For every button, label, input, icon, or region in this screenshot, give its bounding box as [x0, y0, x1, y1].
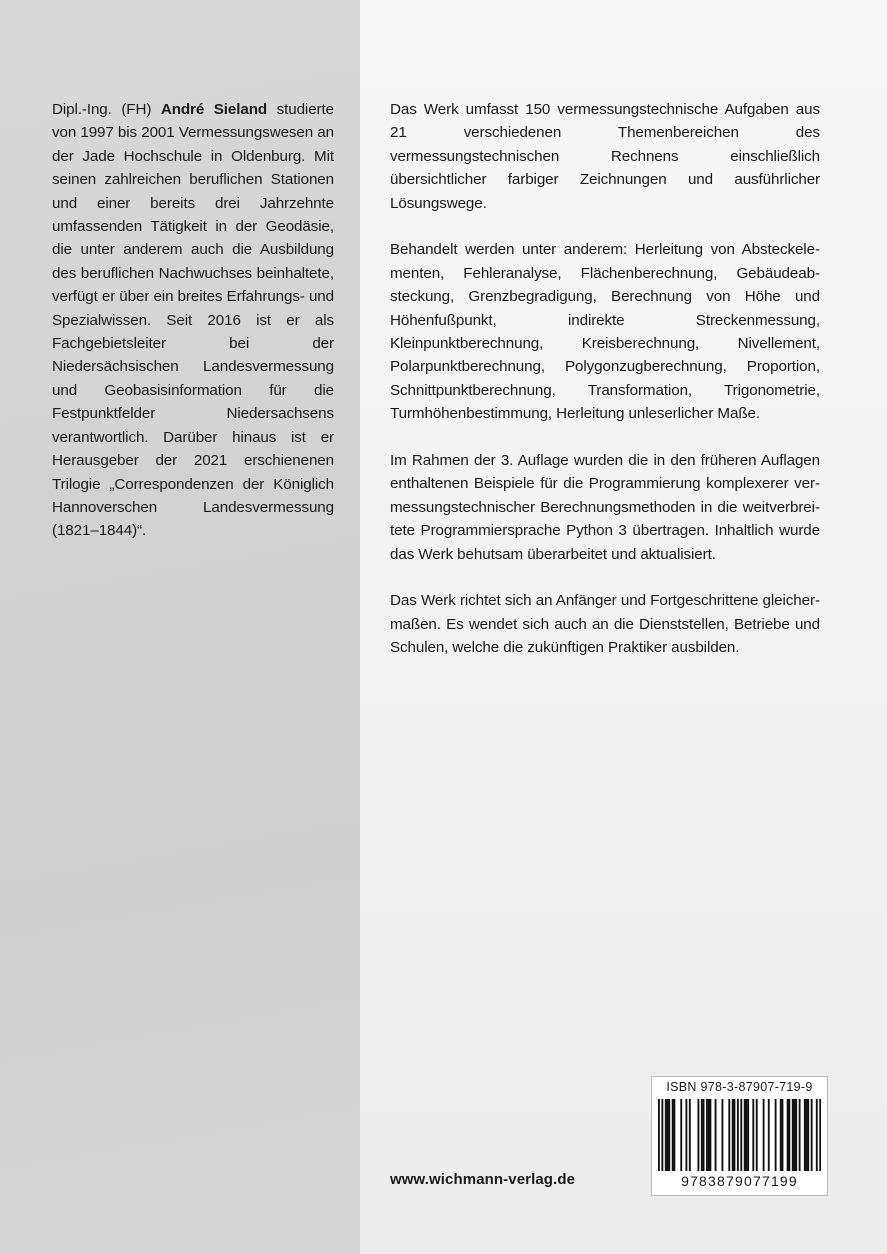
barcode-bar: [668, 1099, 670, 1171]
barcode-bar: [697, 1099, 699, 1171]
barcode-bar: [746, 1099, 748, 1171]
barcode-bar: [658, 1099, 660, 1171]
barcode-bar: [689, 1099, 691, 1171]
barcode-bar: [782, 1099, 784, 1171]
author-bio: [52, 98, 334, 543]
barcode-bar: [706, 1099, 708, 1171]
bio-text: studierte von 1997 bis 2001 Vermessungswesen an der Jade Hochschule in Oldenburg. Mit seinen zahlreichen beruflichen Stationen und einer bereits drei Jahrzehnte umfassenden Tätigkeit in der Geodäsie, die unter anderem auch die Ausbildung des beruflichen Nachwuchses beinhaltete, verfügt er über ein breites Erfahrungs- und Spezialwissen. Seit 2016 ist er als Fachgebietsleiter bei der Niedersächsischen Landesvermessung und Geobasisinformation für die Festpunktfelder Niedersachsens verantwortlich. Darüber hinaus ist er Herausgeber der 2021 erschienenen Trilogie „Correspondenzen der Königlich Hannoverschen Landesvermessung (1821–1844)“.: [52, 101, 334, 540]
description-paragraph-2: Behandelt werden unter anderem: Herleitung von Absteckelementen, Fehleranalyse, Flächenberechnung, Gebäudeabsteckung, Grenzbegradigung, Berechnung von Höhe und Höhenfußpunkt, indirekte Streckenmessung, Kleinpunktberechnung, Kreisberechnung, Nivellement, Polarpunktberechnung, Polygonzugberechnung, Proportion, Schnittpunktberechnung, Transformation, Trigonometrie, Turmhöhenbestimmung, Herleitung unleserlicher Maße.: [390, 241, 820, 423]
barcode-bar: [715, 1099, 717, 1171]
barcode-bar: [744, 1099, 746, 1171]
barcode-bar: [792, 1099, 794, 1171]
barcode-bar: [661, 1099, 663, 1171]
description-paragraph-3: Im Rahmen der 3. Auflage wurden die in den früheren Auflagen enthaltenen Beispiele für die Programmierung komplexerer vermessungstechnischer Berechnungsmethoden in die weitverbreitete Programmiersprache Python 3 übertragen. Inhaltlich wurde das Werk behutsam überarbeitet und aktualisiert.: [390, 452, 820, 563]
barcode-bar: [740, 1099, 742, 1171]
publisher-website[interactable]: www.wichmann-verlag.de: [390, 1171, 576, 1188]
barcode-bar: [788, 1099, 790, 1171]
bio-intro: Dipl.-Ing. (FH): [52, 101, 161, 118]
barcode-bar: [794, 1099, 796, 1171]
barcode-bar: [673, 1099, 675, 1171]
barcode-bar: [787, 1099, 789, 1171]
author-name: André Sieland: [160, 101, 268, 118]
barcode-bar: [721, 1099, 723, 1171]
description-paragraph-4: Das Werk richtet sich an Anfänger und Fortgeschrittene gleichermaßen. Es wendet sich auch an die Dienststellen, Betriebe und Schulen, welche die zukünftigen Praktiker ausbilden.: [390, 592, 820, 657]
barcode-bar: [819, 1099, 821, 1171]
barcode-bar: [816, 1099, 818, 1171]
barcode-bar: [665, 1099, 667, 1171]
barcode-bar: [756, 1099, 758, 1171]
barcode-bar: [709, 1099, 711, 1171]
barcode-bar: [799, 1099, 801, 1171]
barcode-bar: [811, 1099, 813, 1171]
barcode-digits: 9783879077199: [681, 1173, 798, 1189]
book-description: [390, 98, 820, 683]
isbn-label: ISBN 978-3-87907-719-9: [666, 1080, 813, 1094]
isbn-barcode: [651, 1076, 828, 1196]
barcode-bar: [737, 1099, 739, 1171]
barcode-bar: [733, 1099, 735, 1171]
barcode-bar: [804, 1099, 806, 1171]
barcode-bar: [806, 1099, 808, 1171]
barcode-bar: [728, 1099, 730, 1171]
barcode-bar: [752, 1099, 754, 1171]
barcode-bar: [667, 1099, 669, 1171]
barcode-bar: [701, 1099, 703, 1171]
barcode-bar: [747, 1099, 749, 1171]
barcode-bar: [685, 1099, 687, 1171]
barcode-bar: [732, 1099, 734, 1171]
barcode-bar: [672, 1099, 674, 1171]
barcode-bar: [807, 1099, 809, 1171]
barcode-bar: [768, 1099, 770, 1171]
barcode-bar: [795, 1099, 797, 1171]
barcode-bar: [703, 1099, 705, 1171]
description-paragraph-1: Das Werk umfasst 150 vermessungstechnische Aufgaben aus 21 verschiedenen Themenbereichen des vermessungstechnischen Rechnens einschließlich übersichtlicher farbiger Zeichnungen und ausführlicher Lösungswege.: [390, 101, 820, 212]
barcode-bars: [658, 1099, 821, 1171]
barcode-bar: [780, 1099, 782, 1171]
barcode-bar: [708, 1099, 710, 1171]
barcode-bar: [763, 1099, 765, 1171]
barcode-bar: [775, 1099, 777, 1171]
barcode-bar: [680, 1099, 682, 1171]
